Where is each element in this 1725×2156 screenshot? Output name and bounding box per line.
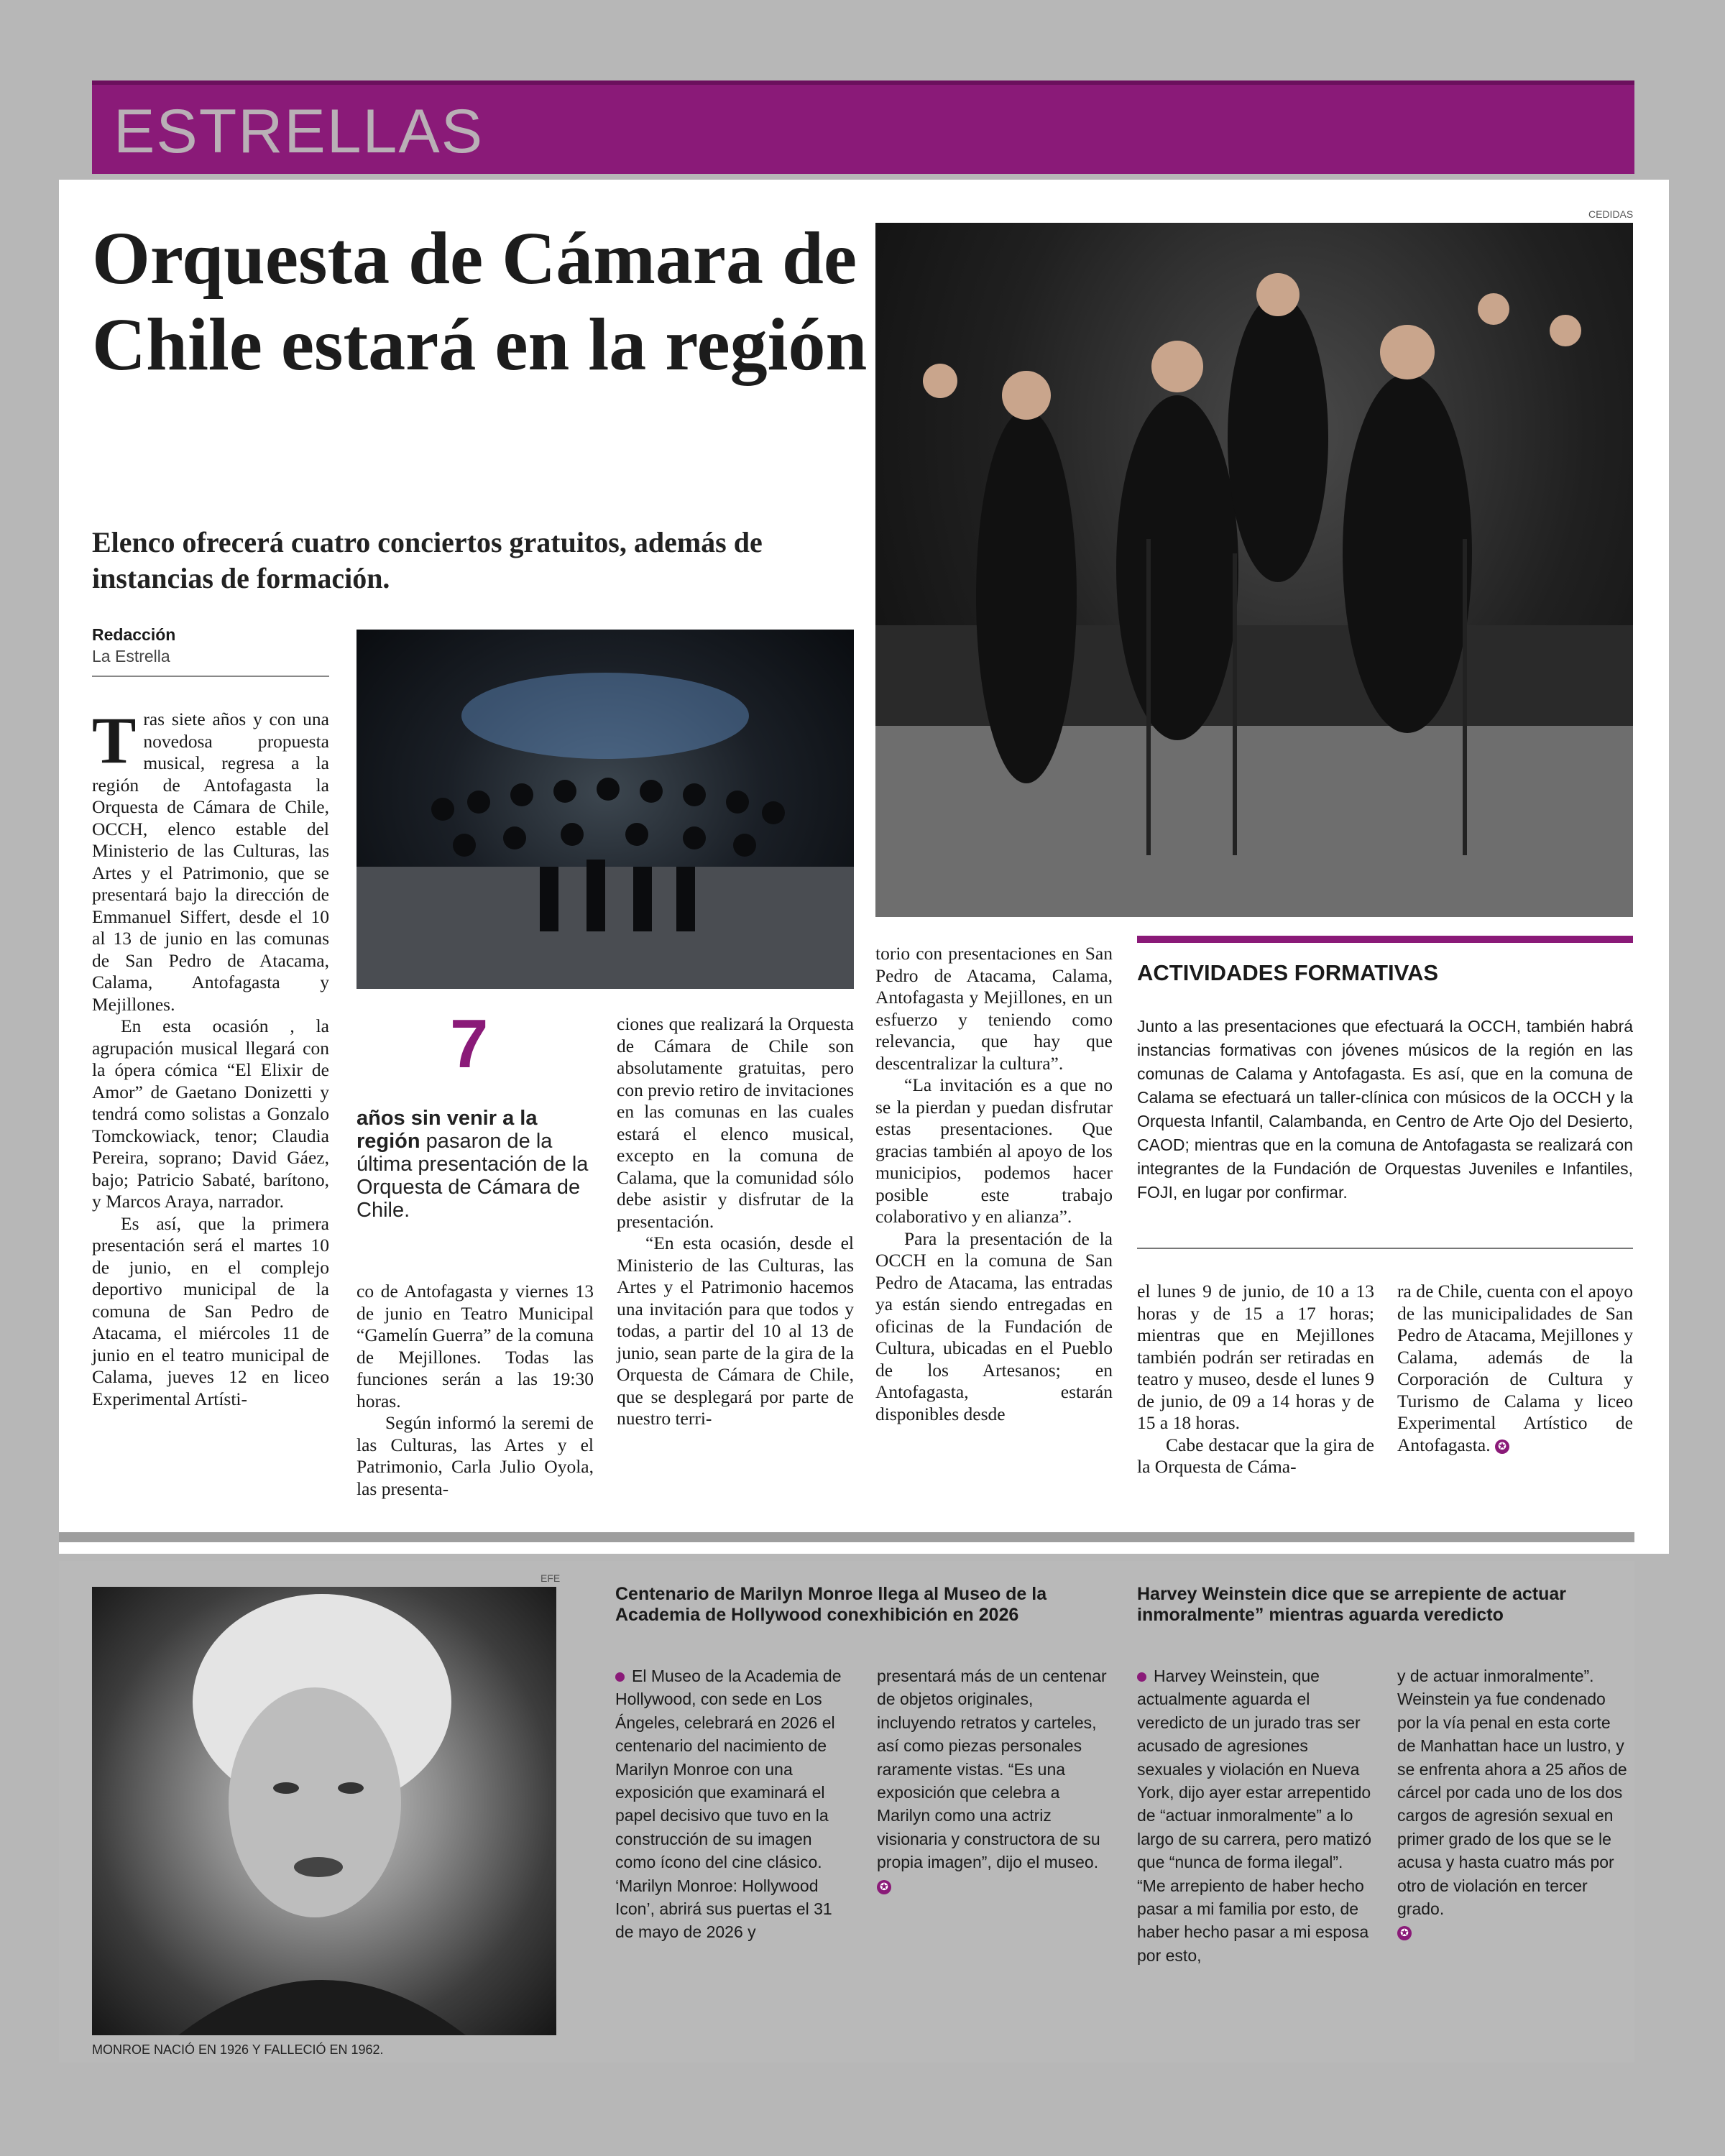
article-column-5 (1137, 1281, 1374, 1478)
article-paragraph: torio con presentaciones en San Pedro de Atacama, Calama, Antofagasta y Mejillones, en un esfuerzo y teniendo como relevancia, que hay que descentralizar la cultura”. (875, 943, 1113, 1074)
article-column-1 (92, 704, 329, 1410)
photo-credit: CEDIDAS (1588, 208, 1634, 220)
article-paragraph: “En esta ocasión, desde el Ministerio de las Culturas, las Artes y el Patrimonio hacemos una invitación para que todos y todas, a partir del 10 al 13 de junio, sean parte de la gira de la Orquesta de Cámara de Chile, que se desplegará por parte de nuestro terri- (617, 1233, 854, 1429)
brief-title: Centenario de Marilyn Monroe llega al Museo de la Academia de Hollywood conexhibición en 2026 (615, 1584, 1047, 1625)
callout-bold: años sin venir a la región (356, 1107, 538, 1153)
article-paragraph: ciones que realizará la Orquesta de Cámara de Chile son absolutamente gratuitas, pero con previo retiro de invitaciones en las comunas en las cuales estará el elenco musical, excepto en la comuna de Calama, que la comunidad sólo debe asistir y disfrutar de la presentación. (617, 1013, 854, 1232)
article-paragraph: Para la presentación de la OCCH en la comuna de San Pedro de Atacama, las entradas ya están siendo entregadas en oficinas de la Fundación de Cultura, ubicadas en el Pueblo de los Artesanos; en Antofagasta, estarán disponibles desde (875, 1227, 1113, 1424)
brief-text: y de actuar inmoralmente”. Weinstein ya fue condenado por la vía penal en esta corte de Manhattan hace un lustro, y se enfrenta ahora a 25 años de cárcel por cada uno de los dos cargos de agresión sexual en primer grado de los que se le acusa y hasta cuatro más por otro de violación en tercer grado. (1397, 1667, 1627, 1919)
photo-caption: MONROE NACIÓ EN 1926 Y FALLECIÓ EN 1962. (92, 2042, 384, 2057)
article-paragraph: Es así, que la primera presentación será el martes 10 de junio, en el complejo deportivo municipal de la comuna de San Pedro de Atacama, el miércoles 11 de junio en el teatro municipal de Calama, jueves 12 en liceo Experimental Artísti- (92, 1212, 329, 1409)
monroe-portrait-photo (92, 1587, 556, 2035)
article-column-6 (1397, 1281, 1633, 1456)
brief-text: presentará más de un centenar de objetos originales, incluyendo retratos y carteles, así como piezas personales raramente vistas. “Es una exposición que celebra a Marilyn como una actriz visionaria y constructora de su propia imagen”, dijo el museo. (877, 1667, 1107, 1872)
drop-cap: T (92, 704, 137, 777)
byline-name: Redacción (92, 625, 176, 644)
brief-column (1397, 1664, 1633, 1944)
brief-title: Harvey Weinstein dice que se arrepiente de actuar inmoralmente” mientras aguarda veredicto (1137, 1584, 1567, 1625)
article-column-3 (617, 1013, 854, 1430)
callout-rest: pasaron de la última presentación de la Orquesta de Cámara de Chile. (356, 1130, 589, 1222)
article-paragraph: ras siete años y con una novedosa propuesta musical, regresa a la región de Antofagasta la Orquesta de Cámara de Chile, OCCH, elenco estable del Ministerio de las Culturas, las Artes y el Patrimonio, que se presentará bajo la dirección de Emmanuel Siffert, desde el 10 al 13 de junio en las comunas de San Pedro de Atacama, Calama, Antofagasta y Mejillones. (92, 709, 329, 1015)
article-column-2 (356, 1281, 594, 1500)
bullet-icon (1137, 1672, 1146, 1682)
sidebar-accent-bar (1137, 936, 1633, 943)
end-mark-icon: ✪ (877, 1880, 891, 1894)
brief-column (615, 1664, 852, 1944)
article-paragraph: En esta ocasión , la agrupación musical llegará con la ópera cómica “El Elixir de Amor” de Gaetano Donizetti y tendrá como solistas a Gonzalo Tomckowiack, tenor; Claudia Pereira, soprano; David Gáez, bajo; Patricio Sabaté, barítono, y Marcos Araya, narrador. (92, 1015, 329, 1212)
sidebar-body: Junto a las presentaciones que efectuará la OCCH, también habrá instancias formativas con jóvenes músicos de la región en las comunas de Calama y Antofagasta. Es así, que en la comuna de Calama se efectuará un taller-clínica con músicos de la OCCH y la Orquesta Infantil, Calambanda, en Centro de Arte Ojo del Desierto, CAOD; mientras que en la comuna de Antofagasta se realizará con integrantes de la Fundación de Orquestas Juveniles e Infantiles, FOJI, en lugar por confirmar. (1137, 1017, 1633, 1202)
soloists-photo (875, 223, 1633, 917)
article-paragraph: el lunes 9 de junio, de 10 a 13 horas y de 15 a 17 horas; mientras que en Mejillones también podrán ser retiradas en teatro y museo, desde el lunes 9 de junio, de 09 a 14 horas y de 15 a 18 horas. (1137, 1281, 1374, 1433)
brief-column (877, 1664, 1114, 1897)
section-label: ESTRELLAS (114, 97, 484, 166)
brief-column (1137, 1664, 1374, 1967)
subhead: Elenco ofrecerá cuatro conciertos gratuitos, además de instancias de formación. (92, 526, 763, 594)
orchestra-stage-photo (356, 630, 854, 989)
article-column-4 (875, 943, 1113, 1425)
headline: Orquesta de Cámara de Chile estará en la región (92, 217, 868, 386)
sidebar-title: ACTIVIDADES FORMATIVAS (1137, 960, 1439, 985)
article-paragraph: co de Antofagasta y viernes 13 de junio en Teatro Municipal “Gamelín Guerra” de la comuna de Mejillones. Todas las funciones serán a las 19:30 horas. (356, 1281, 594, 1411)
end-mark-icon: ✪ (1495, 1439, 1509, 1454)
byline-org: La Estrella (92, 647, 170, 665)
callout-text (356, 1107, 594, 1222)
end-mark-icon: ✪ (1397, 1926, 1412, 1940)
article-paragraph: Cabe destacar que la gira de la Orquesta de Cáma- (1137, 1434, 1374, 1477)
section-header (92, 80, 1634, 174)
brief-text: El Museo de la Academia de Hollywood, con sede en Los Ángeles, celebrará en 2026 el centenario del nacimiento de Marilyn Monroe con una exposición que examinará el papel decisivo que tuvo en la construcción de su imagen como ícono del cine clásico. ‘Marilyn Monroe: Hollywood Icon’, abrirá sus puertas el 31 de mayo de 2026 y (615, 1667, 842, 1942)
brief-text: Harvey Weinstein, que actualmente aguarda el veredicto de un jurado tras ser acusado de agresiones sexuales y violación en Nueva York, dijo ayer estar arrepentido de “actuar inmoralmente” a lo largo de su carrera, pero matizó que “nunca de forma ilegal”. “Me arrepiento de haber hecho pasar a mi familia por esto, de haber hecho pasar a mi esposa por esto, (1137, 1667, 1371, 1965)
divider (1137, 1248, 1633, 1249)
divider (92, 676, 329, 677)
divider (59, 1532, 1634, 1542)
article-paragraph: ra de Chile, cuenta con el apoyo de las municipalidades de San Pedro de Atacama, Mejillones y Calama, además de la Corporación de Cultura y Turismo de Calama y liceo Experimental Artístico de Antofagasta. (1397, 1281, 1633, 1455)
photo-credit: EFE (540, 1572, 561, 1584)
bullet-icon (615, 1672, 625, 1682)
callout-number: 7 (450, 1005, 489, 1082)
article-paragraph: Según informó la seremi de las Culturas, las Artes y el Patrimonio, Carla Julio Oyola, las presenta- (356, 1412, 594, 1499)
article-paragraph: “La invitación es a que no se la pierdan y puedan disfrutar estas presentaciones. Que gracias también al apoyo de los municipios, podemos hacer posible este trabajo colaborativo y en alianza”. (875, 1074, 1113, 1227)
